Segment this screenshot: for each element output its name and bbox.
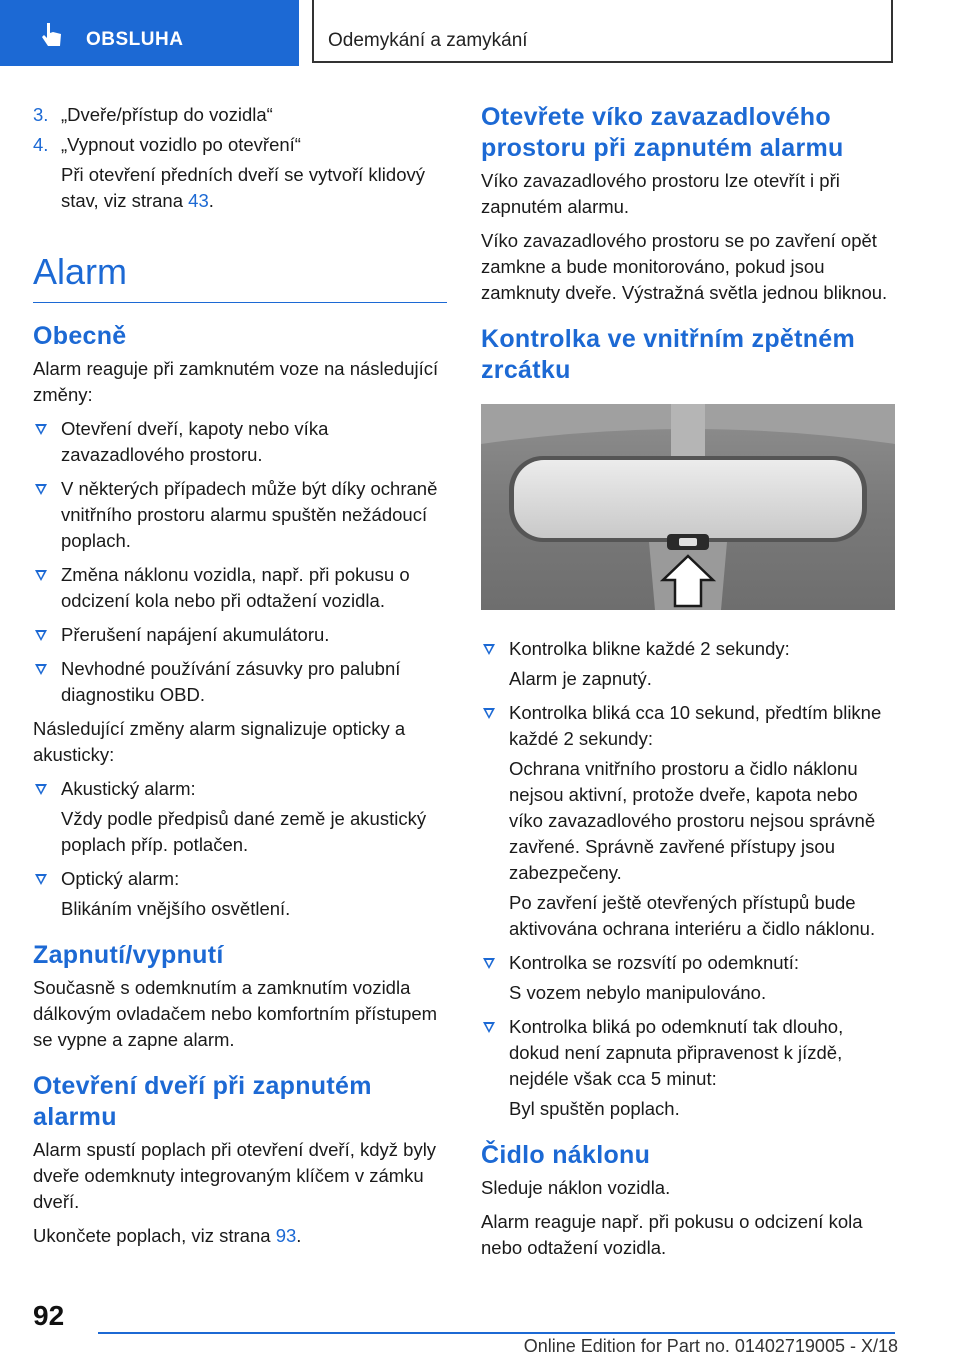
page-link-43[interactable]: 43 [188, 190, 209, 211]
chapter-tab [312, 0, 893, 63]
triangle-bullet-icon [483, 1022, 495, 1033]
list-item: Kontrolka se rozsvítí po odemknutí: S vozem nebylo manipulováno. [481, 950, 895, 1006]
heading-onoff: Zapnutí/vypnutí [33, 941, 224, 969]
right-column [481, 102, 895, 1269]
signal-list [33, 776, 447, 922]
left-column [33, 102, 447, 1257]
mirror-list [481, 636, 895, 1122]
triangle-bullet-icon [35, 424, 47, 435]
page-title: Alarm [33, 252, 447, 303]
list-item: Optický alarm: Blikáním vnějšího osvětlení. [33, 866, 447, 922]
chapter-label: Odemykání a zamykání [328, 30, 528, 51]
page-link-93[interactable]: 93 [275, 1225, 297, 1246]
hand-icon [36, 20, 66, 50]
heading-general: Obecně [33, 322, 127, 350]
step-3 [33, 102, 447, 128]
triangle-bullet-icon [483, 708, 495, 719]
step-text: „Vypnout vozidlo po otevření“ [61, 134, 301, 155]
step-text: „Dveře/přístup do vozidla“ [61, 104, 273, 125]
list-item: Změna náklonu vozidla, např. při pokusu o odcizení kola nebo při odtažení vozidla. [33, 562, 447, 614]
trunk-p2: Víko zavazadlového prostoru se po zavření opět zamkne a bude monitorováno, pokud jsou zamknuty dveře. Výstražná světla jednou bliknou. [481, 230, 888, 303]
list-item: Akustický alarm: Vždy podle předpisů dané země je akustický poplach příp. potlačen. [33, 776, 447, 858]
heading-doors: Otevření dveří při zapnutém alarmu [33, 1072, 372, 1131]
tilt-p2: Alarm reaguje např. při pokusu o odcizení kola nebo odtažení vozidla. [481, 1211, 863, 1258]
footer-divider [98, 1332, 895, 1334]
list-item: Přerušení napájení akumulátoru. [33, 622, 447, 648]
mirror-illustration [481, 404, 895, 610]
triangle-bullet-icon [35, 484, 47, 495]
tilt-p1: Sleduje náklon vozidla. [481, 1177, 671, 1198]
list-item: Nevhodné používání zásuvky pro palubní diagnostiku OBD. [33, 656, 447, 708]
doors-text: Alarm spustí poplach při otevření dveří, když byly dveře odemknuty integrovaným klíčem v zámku dveří. [33, 1139, 437, 1212]
heading-mirror: Kontrolka ve vnitřním zpětném zrcátku [481, 325, 856, 384]
step-4 [33, 132, 447, 214]
step-note: Při otevření předních dveří se vytvoří klidový stav, viz strana 43. [61, 164, 425, 211]
change-list [33, 416, 447, 708]
triangle-bullet-icon [35, 570, 47, 581]
list-item: Otevření dveří, kapoty nebo víka zavazadlového prostoru. [33, 416, 447, 468]
signal-intro: Následující změny alarm signalizuje opticky a akusticky: [33, 718, 406, 765]
list-item: Kontrolka blikne každé 2 sekundy: Alarm je zapnutý. [481, 636, 895, 692]
triangle-bullet-icon [483, 644, 495, 655]
section-label: OBSLUHA [86, 29, 184, 50]
triangle-bullet-icon [35, 874, 47, 885]
heading-tilt: Čidlo náklonu [481, 1141, 651, 1169]
onoff-text: Současně s odemknutím a zamknutím vozidla dálkovým ovladačem nebo komfortním přístupem se vypne a zapne alarm. [33, 977, 438, 1050]
list-item: Kontrolka bliká cca 10 sekund, předtím blikne každé 2 sekundy: Ochrana vnitřního prostoru a čidlo náklonu nejsou aktivní, protože dveře, kapota nebo víko zavazadlového prostoru nejsou správně zavřené. Správně zavřené přístupy jsou zabezpečeny. Po zavření ještě otevřených přístupů bude aktivována ochrana interiéru a čidlo náklonu. [481, 700, 895, 942]
triangle-bullet-icon [35, 664, 47, 675]
triangle-bullet-icon [35, 784, 47, 795]
triangle-bullet-icon [483, 958, 495, 969]
list-item: Kontrolka bliká po odemknutí tak dlouho, dokud není zapnuta připravenost k jízdě, nejdéle však cca 5 minut: Byl spuštěn poplach. [481, 1014, 895, 1122]
triangle-bullet-icon [35, 630, 47, 641]
step-number: 3. [33, 104, 49, 125]
doors-end: Ukončete poplach, viz strana 93. [33, 1225, 302, 1246]
step-number: 4. [33, 134, 49, 155]
trunk-p1: Víko zavazadlového prostoru lze otevřít i při zapnutém alarmu. [481, 170, 840, 217]
list-item: V některých případech může být díky ochraně vnitřního prostoru alarmu spuštěn nežádoucí poplach. [33, 476, 447, 554]
general-intro: Alarm reaguje při zamknutém voze na následující změny: [33, 358, 439, 405]
heading-trunk: Otevřete víko zavazadlového prostoru při zapnutém alarmu [481, 103, 844, 162]
footer-edition: Online Edition for Part no. 01402719005 - X/18 [523, 1336, 898, 1356]
section-tab [0, 0, 299, 66]
page-number: 92 [33, 1300, 65, 1331]
